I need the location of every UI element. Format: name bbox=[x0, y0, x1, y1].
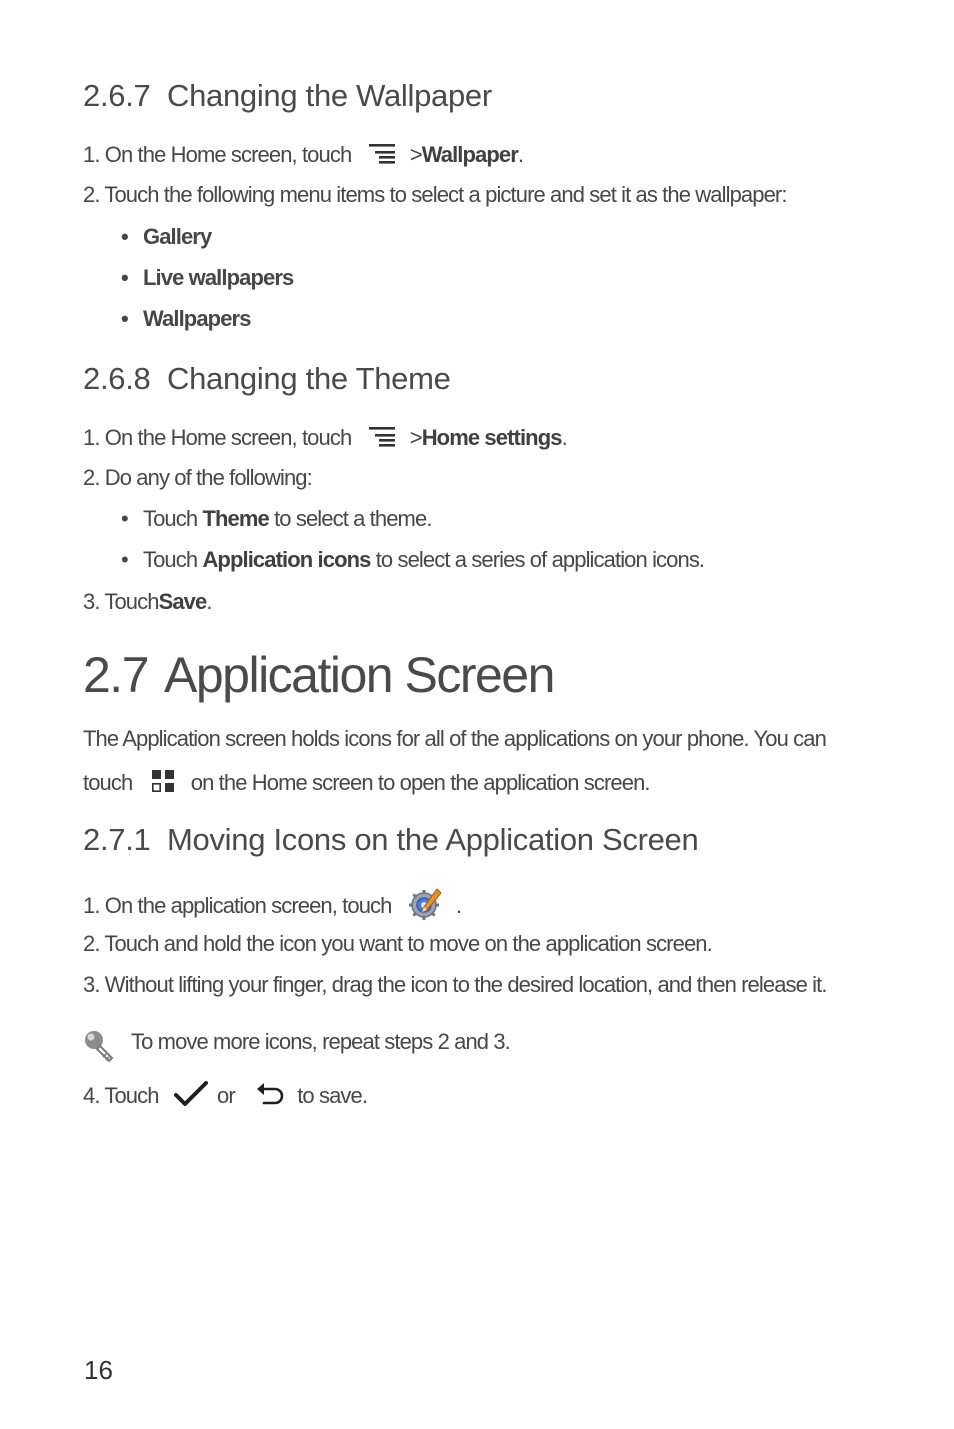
separator: > bbox=[409, 424, 422, 450]
step-text: 4. Touch bbox=[83, 1082, 159, 1108]
check-icon bbox=[174, 1080, 208, 1114]
bullet-dot: • bbox=[121, 306, 128, 331]
period: . bbox=[455, 892, 462, 918]
edit-settings-icon bbox=[407, 886, 443, 928]
move-icons-step-4 bbox=[83, 1080, 367, 1114]
bullet-live-wallpapers bbox=[121, 265, 294, 291]
bullet-text: Touch bbox=[143, 547, 198, 572]
bullet-text: to select a series of application icons. bbox=[375, 547, 705, 572]
step-text: 3. Touch bbox=[83, 589, 159, 614]
bullet-gallery bbox=[121, 224, 212, 250]
page-number: 16 bbox=[84, 1355, 113, 1385]
bullet-text: Touch bbox=[143, 506, 198, 531]
home-settings-label: Home settings bbox=[421, 424, 562, 450]
theme-label: Theme bbox=[202, 506, 269, 531]
theme-step-2: 2. Do any of the following: bbox=[83, 465, 312, 490]
section-heading-2-6-8 bbox=[83, 361, 451, 397]
section-heading-2-6-7 bbox=[83, 78, 492, 114]
period: . bbox=[517, 141, 524, 167]
bullet-dot: • bbox=[121, 224, 128, 249]
step-text: 1. On the Home screen, touch bbox=[83, 424, 352, 450]
menu-icon bbox=[369, 141, 395, 171]
bullet-text: Wallpapers bbox=[143, 306, 251, 331]
bullet-dot: • bbox=[121, 547, 128, 572]
section-title: Changing the Wallpaper bbox=[167, 78, 492, 113]
para-text: on the Home screen to open the application screen. bbox=[190, 769, 650, 795]
move-icons-step-3: 3. Without lifting your finger, drag the icon to the desired location, and then release it. bbox=[83, 972, 827, 997]
tip-text: To move more icons, repeat steps 2 and 3. bbox=[131, 1029, 510, 1054]
application-icons-label: Application icons bbox=[202, 547, 371, 572]
move-icons-step-2: 2. Touch and hold the icon you want to move on the application screen. bbox=[83, 931, 712, 956]
step-text: or bbox=[217, 1082, 235, 1108]
bullet-theme bbox=[121, 506, 432, 532]
wallpaper-step-1 bbox=[83, 141, 523, 171]
theme-step-3 bbox=[83, 589, 212, 615]
app-screen-para-line-1: The Application screen holds icons for all of the applications on your phone. You can bbox=[83, 726, 826, 751]
bullet-text: Gallery bbox=[143, 224, 212, 249]
bullet-text: Live wallpapers bbox=[143, 265, 294, 290]
section-title: Changing the Theme bbox=[167, 361, 451, 396]
step-text: to save. bbox=[297, 1082, 368, 1108]
save-label: Save bbox=[158, 589, 207, 614]
bullet-text: to select a theme. bbox=[274, 506, 432, 531]
bullet-dot: • bbox=[121, 506, 128, 531]
chapter-heading-2-7 bbox=[83, 646, 554, 704]
bullet-wallpapers bbox=[121, 306, 251, 332]
chapter-title: Application Screen bbox=[164, 647, 554, 703]
wallpaper-step-2: 2. Touch the following menu items to select a picture and set it as the wallpaper: bbox=[83, 182, 787, 207]
period: . bbox=[206, 589, 212, 614]
bullet-dot: • bbox=[121, 265, 128, 290]
app-screen-para-line-2 bbox=[83, 768, 650, 800]
section-number: 2.6.8 bbox=[83, 361, 151, 396]
period: . bbox=[561, 424, 567, 450]
chapter-number: 2.7 bbox=[83, 647, 149, 703]
section-title: Moving Icons on the Application Screen bbox=[167, 822, 699, 857]
bullet-application-icons bbox=[121, 547, 705, 573]
tip-icon bbox=[84, 1029, 118, 1068]
move-icons-step-1 bbox=[83, 886, 461, 928]
back-icon bbox=[256, 1081, 286, 1113]
step-text: 1. On the Home screen, touch bbox=[83, 141, 352, 167]
section-number: 2.6.7 bbox=[83, 78, 151, 113]
section-heading-2-7-1 bbox=[83, 822, 698, 858]
menu-icon bbox=[369, 424, 395, 454]
theme-step-1 bbox=[83, 424, 567, 454]
step-text: 1. On the application screen, touch bbox=[83, 892, 392, 918]
section-number: 2.7.1 bbox=[83, 822, 151, 857]
para-text: touch bbox=[83, 769, 133, 795]
wallpaper-label: Wallpaper bbox=[421, 141, 518, 167]
separator: > bbox=[409, 141, 422, 167]
apps-grid-icon bbox=[150, 768, 176, 800]
